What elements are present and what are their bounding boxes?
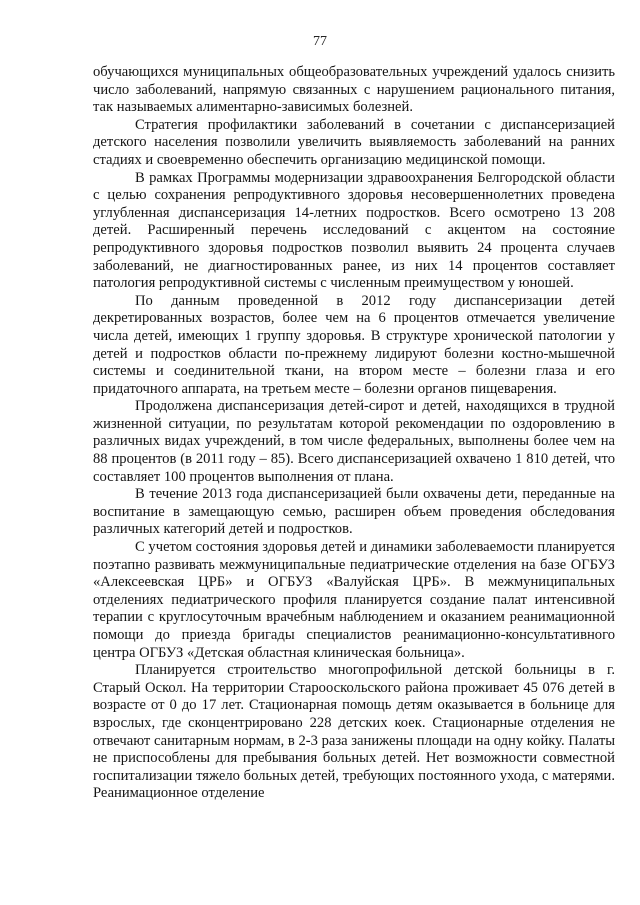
- document-body: [93, 64, 615, 803]
- paragraph-2012-screening: По данным проведенной в 2012 году диспансеризации детей декретированных возрастов, более чем на 6 процентов отмечается увеличение числа детей, имеющих 1 группу здоровья. В структуре хронической патологии у детей и подростков области по-прежнему лидируют болезни костно-мышечной системы и соединительной ткани, на втором месте – болезни глаза и его придаточного аппарата, на третьем месте – болезни органов пищеварения.: [93, 292, 615, 397]
- paragraph-stary-oskol-hospital: Планируется строительство многопрофильной детской больницы в г. Старый Оскол. На территории Старооскольского района проживает 45 076 детей в возрасте от 0 до 17 лет. Стационарная помощь детям оказывается в больнице для взрослых, где сконцентрировано 228 детских коек. Стационарные отделения не отвечают санитарным нормам, в 2-3 раза занижены площади на одну койку. Палаты не приспособлены для пребывания больных детей. Нет возможности совместной госпитализации тяжело больных детей, требующих постоянного ухода, с матерями. Реанимационное отделение: [93, 662, 615, 802]
- paragraph-orphans-screening: Продолжена диспансеризация детей-сирот и детей, находящихся в трудной жизненной ситуации, по результатам которой рекомендации по оздоровлению в различных видах учреждений, в том числе федеральных, выполнены более чем на 88 процентов (в 2011 году – 85). Всего диспансеризацией охвачено 1 810 детей, что составляет 100 процентов выполнения от плана.: [93, 398, 615, 485]
- paragraph-prevention-strategy: Стратегия профилактики заболеваний в сочетании с диспансеризацией детского населения позволили увеличить выявляемость заболеваний на ранних стадиях и своевременно обеспечить организацию медицинской помощи.: [93, 116, 615, 168]
- paragraph-2013-foster: В течение 2013 года диспансеризацией были охвачены дети, переданные на воспитание в замещающую семью, расширен объем проведения обследования различных категорий детей и подростков.: [93, 486, 615, 538]
- paragraph-modernization-program: В рамках Программы модернизации здравоохранения Белгородской области с целью сохранения репродуктивного здоровья несовершеннолетних проведена углубленная диспансеризация 14-летних подростков. Всего осмотрено 13 208 детей. Расширенный перечень исследований с акцентом на состояние репродуктивного здоровья подростков позволил выявить 24 процента случаев заболеваний, не диагностированных ранее, из них 14 процентов составляет патология репродуктивной системы с численным преимуществом у юношей.: [93, 169, 615, 292]
- paragraph-intermunicipal-departments: С учетом состояния здоровья детей и динамики заболеваемости планируется поэтапно развивать межмуниципальные педиатрические отделения на базе ОГБУЗ «Алексеевская ЦРБ» и ОГБУЗ «Валуйская ЦРБ». В межмуниципальных отделениях педиатрического профиля планируется создание палат интенсивной терапии с круглосуточным врачебным наблюдением и оказанием реанимационной помощи до приезда бригады специалистов реанимационно-консультативного центра ОГБУЗ «Детская областная клиническая больница».: [93, 539, 615, 661]
- page-number: 77: [313, 34, 327, 49]
- paragraph-continuation: обучающихся муниципальных общеобразовательных учреждений удалось снизить число заболеваний, напрямую связанных с нарушением рационального питания, так называемых алиментарно-зависимых болезней.: [93, 64, 615, 116]
